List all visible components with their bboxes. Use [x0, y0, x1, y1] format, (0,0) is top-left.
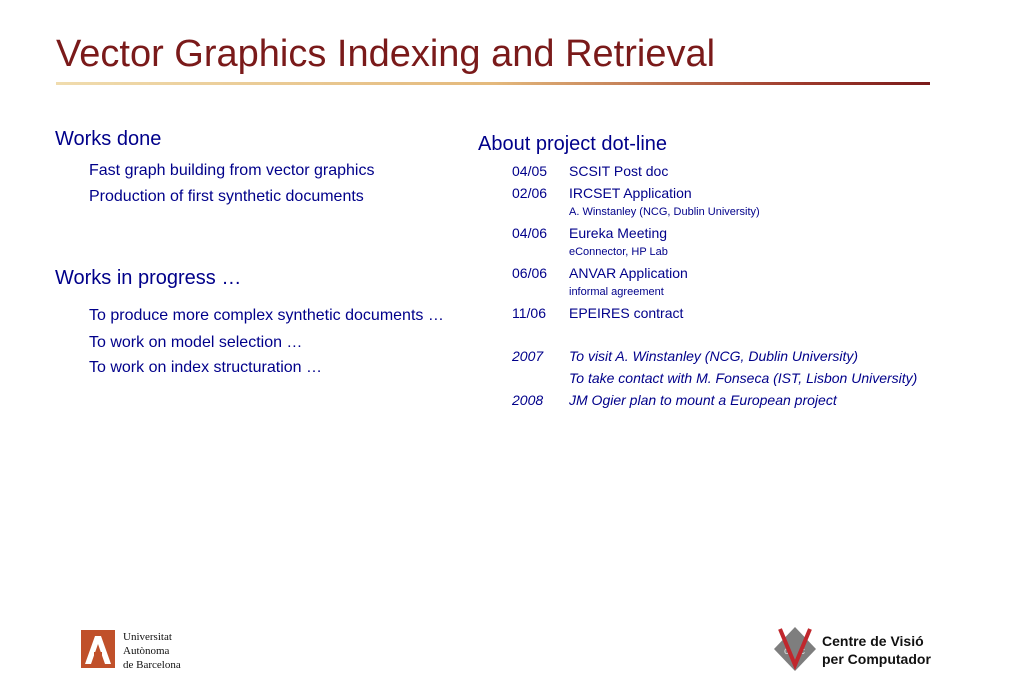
- works-done-item: Fast graph building from vector graphics: [89, 162, 375, 179]
- uab-logo-line: Universitat: [123, 631, 172, 643]
- works-done-heading: Works done: [55, 128, 162, 150]
- timeline-date: 04/05: [512, 163, 548, 179]
- timeline-date: 11/06: [512, 305, 546, 321]
- timeline-date: 04/06: [512, 225, 548, 241]
- timeline-note: A. Winstanley (NCG, Dublin University): [569, 206, 760, 218]
- works-in-progress-item: To produce more complex synthetic documents …: [89, 307, 444, 324]
- title-underline: [56, 82, 930, 85]
- svg-text:c: c: [800, 646, 805, 657]
- uab-logo-line: de Barcelona: [123, 659, 181, 671]
- timeline-event: SCSIT Post doc: [569, 163, 669, 179]
- svg-text:c: c: [784, 646, 789, 657]
- cvc-logo-line: per Computador: [822, 651, 931, 667]
- works-in-progress-heading: Works in progress …: [55, 267, 242, 289]
- plan-date: 2008: [512, 392, 544, 408]
- plan-line: To visit A. Winstanley (NCG, Dublin University): [569, 348, 859, 364]
- timeline-event: EPEIRES contract: [569, 305, 684, 321]
- timeline-event: IRCSET Application: [569, 185, 692, 201]
- timeline-note: informal agreement: [569, 286, 664, 298]
- timeline-event: ANVAR Application: [569, 265, 688, 281]
- cvc-logo-line: Centre de Visió: [822, 633, 924, 649]
- timeline-event: Eureka Meeting: [569, 225, 668, 241]
- works-in-progress-item: To work on index structuration …: [89, 359, 322, 376]
- works-in-progress-item: To work on model selection …: [89, 334, 303, 351]
- uab-logo-line: Autònoma: [123, 645, 170, 657]
- timeline-date: 06/06: [512, 265, 548, 281]
- slide-title: Vector Graphics Indexing and Retrieval: [56, 33, 716, 75]
- cvc-logo-icon: [772, 625, 818, 675]
- plan-line: To take contact with M. Fonseca (IST, Lisbon University): [569, 370, 918, 386]
- timeline-date: 02/06: [512, 185, 548, 201]
- timeline-note: eConnector, HP Lab: [569, 246, 668, 258]
- plan-date: 2007: [512, 348, 544, 364]
- about-project-heading: About project dot-line: [478, 133, 668, 155]
- plan-line: JM Ogier plan to mount a European project: [569, 392, 837, 408]
- uab-logo-icon: [81, 630, 115, 668]
- works-done-item: Production of first synthetic documents: [89, 188, 364, 205]
